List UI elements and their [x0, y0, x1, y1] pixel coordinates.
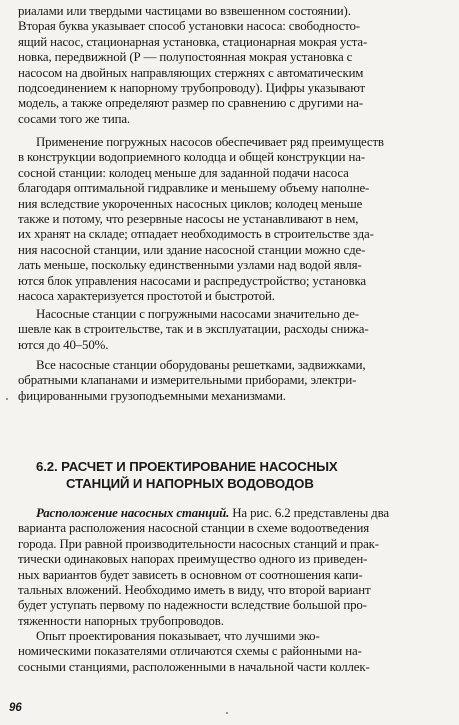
text-line: Насосные станции с погружными насосами значительно де-: [36, 307, 359, 321]
paragraph-cost-savings: [18, 307, 438, 353]
text-line: ящий насос, стационарная установка, стационарная мокрая уста-: [18, 34, 368, 49]
text-line: насосом на двойных направляющих стержнях с автоматическим: [18, 65, 364, 80]
text-line: обратными клапанами и измерительными приборами, электри-: [18, 373, 357, 388]
text-run: На рис. 6.2 представлены два: [229, 506, 389, 520]
text-line: в конструкции водоприемного колодца и общей конструкции на-: [18, 150, 365, 165]
section-heading-line: 6.2. РАСЧЕТ И ПРОЕКТИРОВАНИЕ НАСОСНЫХ: [36, 459, 338, 474]
text-line: их хранят на складе; отпадает необходимость в строительстве зда-: [18, 227, 374, 242]
text-line: Все насосные станции оборудованы решетками, задвижками,: [36, 358, 366, 372]
section-heading: [36, 458, 456, 492]
text-line: ются до 40–50%.: [18, 337, 109, 352]
text-line: шевле как в строительстве, так и в эксплуатации, расходы снижа-: [18, 322, 369, 337]
text-line: благодаря оптимальной гидравлике и меньшему объему наполне-: [18, 181, 370, 196]
text-line: сосной станции: колодец меньше для заданной подачи насоса: [18, 165, 349, 180]
text-line: будет уступать первому по надежности вследствие большой про-: [18, 598, 367, 613]
text-line: номическими показателями отличаются схемы с районными на-: [18, 644, 362, 659]
text-line: насоса характеризуется простотой и быстротой.: [18, 289, 275, 304]
scan-speck: [226, 712, 228, 714]
text-line: сосами того же типа.: [18, 111, 130, 126]
text-line: города. При равной производительности насосных станций и прак-: [18, 536, 379, 551]
paragraph-design-experience: [18, 629, 438, 675]
text-line: модель, а также определяют размер по сравнению с другими на-: [18, 96, 364, 111]
text-line: Опыт проектирования показывает, что лучшими эко-: [36, 629, 320, 643]
text-line: тяженности напорных трубопроводов.: [18, 613, 224, 628]
text-line: также и потому, что резервные насосы не устанавливают в нем,: [18, 212, 359, 227]
paragraph-continuation: [18, 4, 438, 127]
text-line: риалами или твердыми частицами во взвешенном состоянии).: [18, 4, 351, 18]
run-in-heading: Расположение насосных станций.: [36, 506, 230, 520]
text-line: варианта расположения насосной станции в схеме водоотведения: [18, 521, 370, 536]
text-line: [18, 506, 438, 521]
text-line: подсоединением к напорному трубопроводу). Цифры указывают: [18, 81, 366, 96]
section-heading-line: СТАНЦИЙ И НАПОРНЫХ ВОДОВОДОВ: [66, 476, 314, 491]
paragraph-station-location: [18, 506, 438, 629]
paragraph-submersible-pumps-advantages: [18, 135, 438, 304]
text-line: ния вследствие укороченных насосных циклов; колодец меньше: [18, 196, 363, 211]
text-line: тальных вложений. Необходимо иметь в виду, что второй вариант: [18, 583, 371, 598]
text-line: Применение погружных насосов обеспечивает ряд преимуществ: [36, 135, 384, 149]
text-line: тически одинаковых напорах преимущество одного из приведен-: [18, 552, 368, 567]
paragraph-equipment: [18, 358, 438, 404]
text-line: Вторая буква указывает способ установки насоса: свободносто-: [18, 19, 360, 34]
text-line: сосными станциями, расположенными в начальной части коллек-: [18, 659, 370, 674]
text-line: ных вариантов будет зависеть в основном от соотношения капи-: [18, 567, 363, 582]
text-line: ния насосной станции, или здание насосной станции можно сде-: [18, 242, 366, 257]
text-line: фицированными грузоподъемными механизмами.: [18, 388, 286, 403]
text-line: ются блок управления насосами и распредустройство; установка: [18, 273, 366, 288]
scan-speck: [6, 398, 8, 400]
page-number: 96: [9, 702, 22, 714]
text-line: лать меньше, поскольку единственными узлами над водой явля-: [18, 258, 362, 273]
text-line: новка, передвижной (Р — полупостоянная мокрая установка с: [18, 50, 353, 65]
